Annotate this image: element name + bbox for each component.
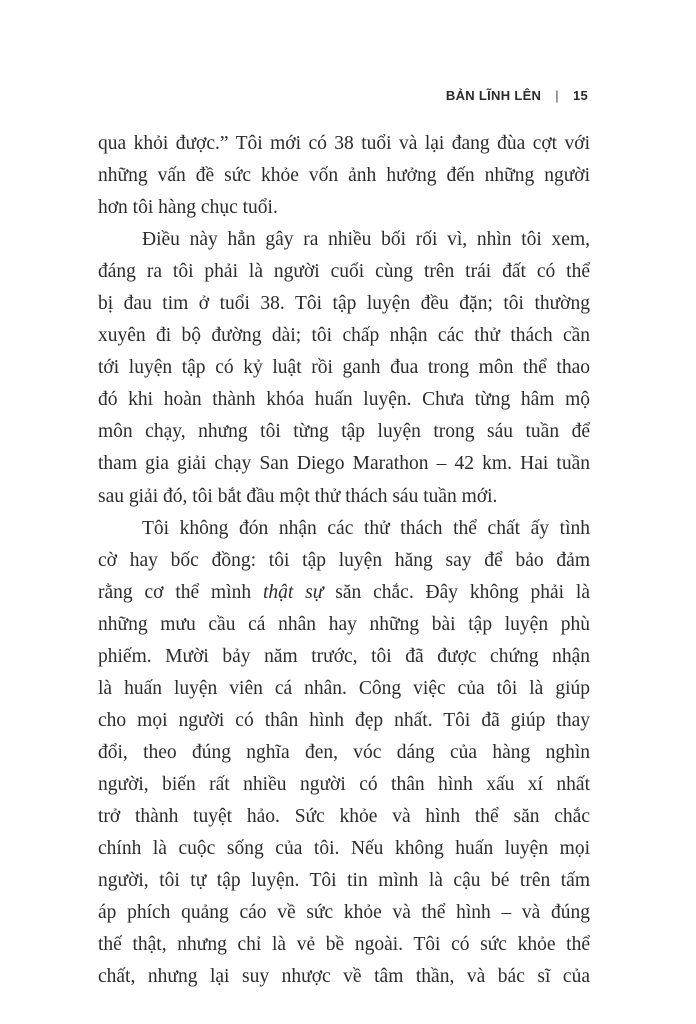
text-line: thế thật, nhưng chỉ là vẻ bề ngoài. Tôi có sức khỏe thể [98, 934, 590, 956]
text-line: trở thành tuyệt hảo. Sức khỏe và hình thể săn chắc [98, 805, 590, 827]
text-line: xuyên đi bộ đường dài; tôi chấp nhận các thử thách cần [98, 325, 590, 347]
text-line: phiếm. Mười bảy năm trước, tôi đã được chứng nhận [98, 645, 590, 667]
text-line: áp phích quảng cáo về sức khỏe và thể hình – và đúng [98, 902, 590, 924]
text-line: người, tôi tự tập luyện. Tôi tin mình là cậu bé trên tấm [98, 870, 590, 892]
text-line: tới luyện tập có kỷ luật rồi ganh đua trong môn thể thao [98, 357, 590, 379]
running-header [446, 88, 588, 103]
text-line: Điều này hẳn gây ra nhiều bối rối vì, nhìn tôi xem, [142, 229, 590, 251]
book-title: BẢN LĨNH LÊN [445, 88, 542, 103]
text-line: tham gia giải chạy San Diego Marathon – 42 km. Hai tuần [98, 453, 590, 475]
text-line: đổi, theo đúng nghĩa đen, vóc dáng của hàng nghìn [98, 741, 590, 763]
text-line: chất, nhưng lại suy nhược về tâm thần, và bác sĩ của [98, 966, 590, 988]
text-line: đó khi hoàn thành khóa huấn luyện. Chưa từng hâm mộ [98, 389, 590, 411]
text-line: là huấn luyện viên cá nhân. Công việc của tôi là giúp [98, 677, 590, 699]
text-line: cờ hay bốc đồng: tôi tập luyện hăng say để bảo đảm [98, 549, 590, 571]
text-line: những vấn đề sức khỏe vốn ảnh hưởng đến những người [98, 165, 590, 187]
text-line: hơn tôi hàng chục tuổi. [98, 197, 278, 219]
text-line: môn chạy, nhưng tôi từng tập luyện trong sáu tuần để [98, 421, 590, 443]
text-line: người, biến rất nhiều người có thân hình xấu xí nhất [98, 773, 590, 795]
text-line: sau giải đó, tôi bắt đầu một thử thách sáu tuần mới. [98, 485, 498, 507]
text-segment: săn chắc. Đây không phải là [323, 581, 591, 603]
body-text [98, 128, 590, 993]
text-line [98, 577, 590, 609]
emphasis-text: thật sự [262, 581, 324, 603]
header-divider: | [555, 88, 559, 103]
page-number: 15 [572, 88, 588, 103]
text-line: những mưu cầu cá nhân hay những bài tập luyện phù [98, 613, 590, 635]
text-line: bị đau tim ở tuổi 38. Tôi tập luyện đều đặn; tôi thường [98, 293, 590, 315]
text-line: qua khỏi được.” Tôi mới có 38 tuổi và lại đang đùa cợt với [98, 133, 590, 154]
text-line: cho mọi người có thân hình đẹp nhất. Tôi đã giúp thay [98, 709, 590, 731]
text-line: đáng ra tôi phải là người cuối cùng trên trái đất có thể [98, 261, 590, 283]
text-segment: rằng cơ thể mình [98, 581, 263, 603]
text-line: chính là cuộc sống của tôi. Nếu không huấn luyện mọi [98, 838, 590, 860]
text-line: Tôi không đón nhận các thử thách thể chất ấy tình [142, 517, 590, 539]
